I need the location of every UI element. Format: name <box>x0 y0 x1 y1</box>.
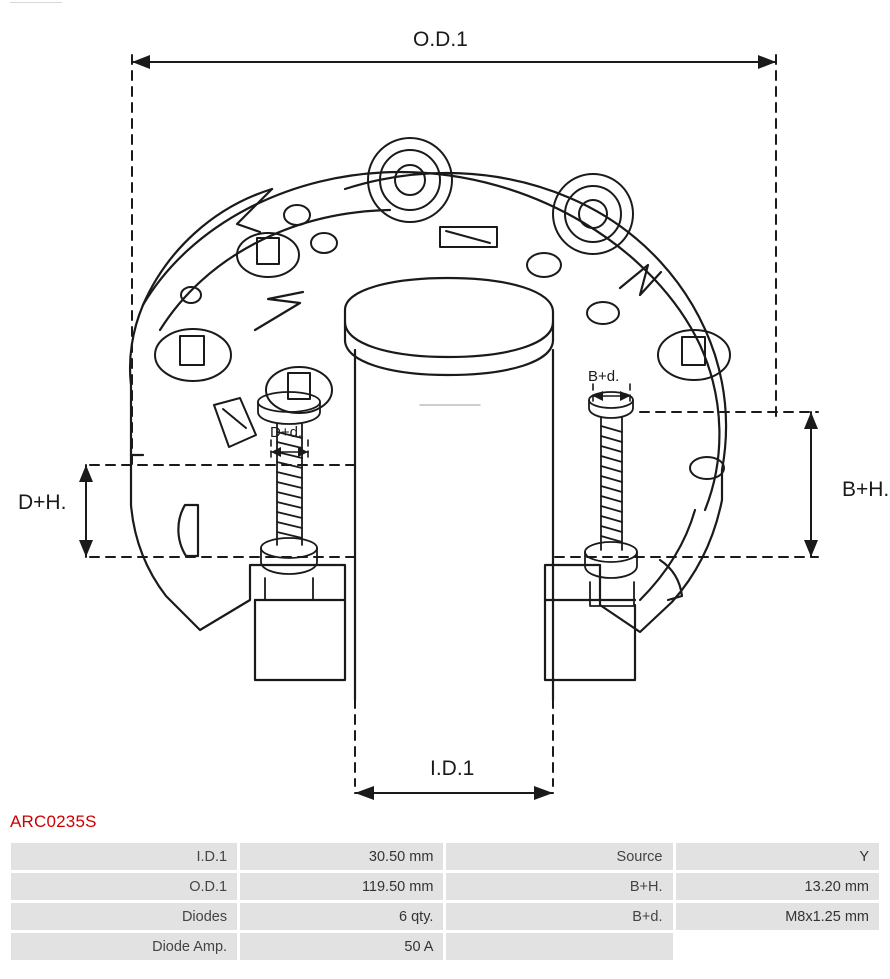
spec-value: Y <box>676 843 880 870</box>
table-row <box>11 843 879 870</box>
spec-value: 119.50 mm <box>240 873 443 900</box>
spec-value: 13.20 mm <box>676 873 880 900</box>
b-plus-stud <box>585 392 637 606</box>
spec-value: 6 qty. <box>240 903 443 930</box>
spec-label: O.D.1 <box>11 873 237 900</box>
left-diode-features <box>155 205 337 447</box>
dimension-label-dh: D+H. <box>18 491 67 514</box>
dh-dimension <box>79 465 360 557</box>
spec-value: M8x1.25 mm <box>676 903 880 930</box>
mounting-legs <box>178 505 682 600</box>
spec-label: Source <box>446 843 672 870</box>
dimension-label-id1: I.D.1 <box>430 757 475 780</box>
spec-label: B+H. <box>446 873 672 900</box>
spec-value-empty <box>676 933 880 960</box>
id1-dimension <box>355 395 553 800</box>
spec-label: B+d. <box>446 903 672 930</box>
spec-label-empty <box>446 933 672 960</box>
table-row <box>11 903 879 930</box>
table-row <box>11 933 879 960</box>
table-row <box>11 873 879 900</box>
dimension-label-od1: O.D.1 <box>413 28 468 51</box>
rectifier-body-outline <box>130 172 726 700</box>
part-number: ARC0235S <box>10 812 97 831</box>
dimension-label-dd: D+d. <box>270 424 303 441</box>
spec-label: Diodes <box>11 903 237 930</box>
spec-value: 50 A <box>240 933 443 960</box>
spec-label: Diode Amp. <box>11 933 237 960</box>
spec-value: 30.50 mm <box>240 843 443 870</box>
spec-label: I.D.1 <box>11 843 237 870</box>
dimension-label-bd: B+d. <box>588 368 620 385</box>
specification-table <box>8 840 882 963</box>
dimension-label-bh: B+H. <box>842 478 890 501</box>
